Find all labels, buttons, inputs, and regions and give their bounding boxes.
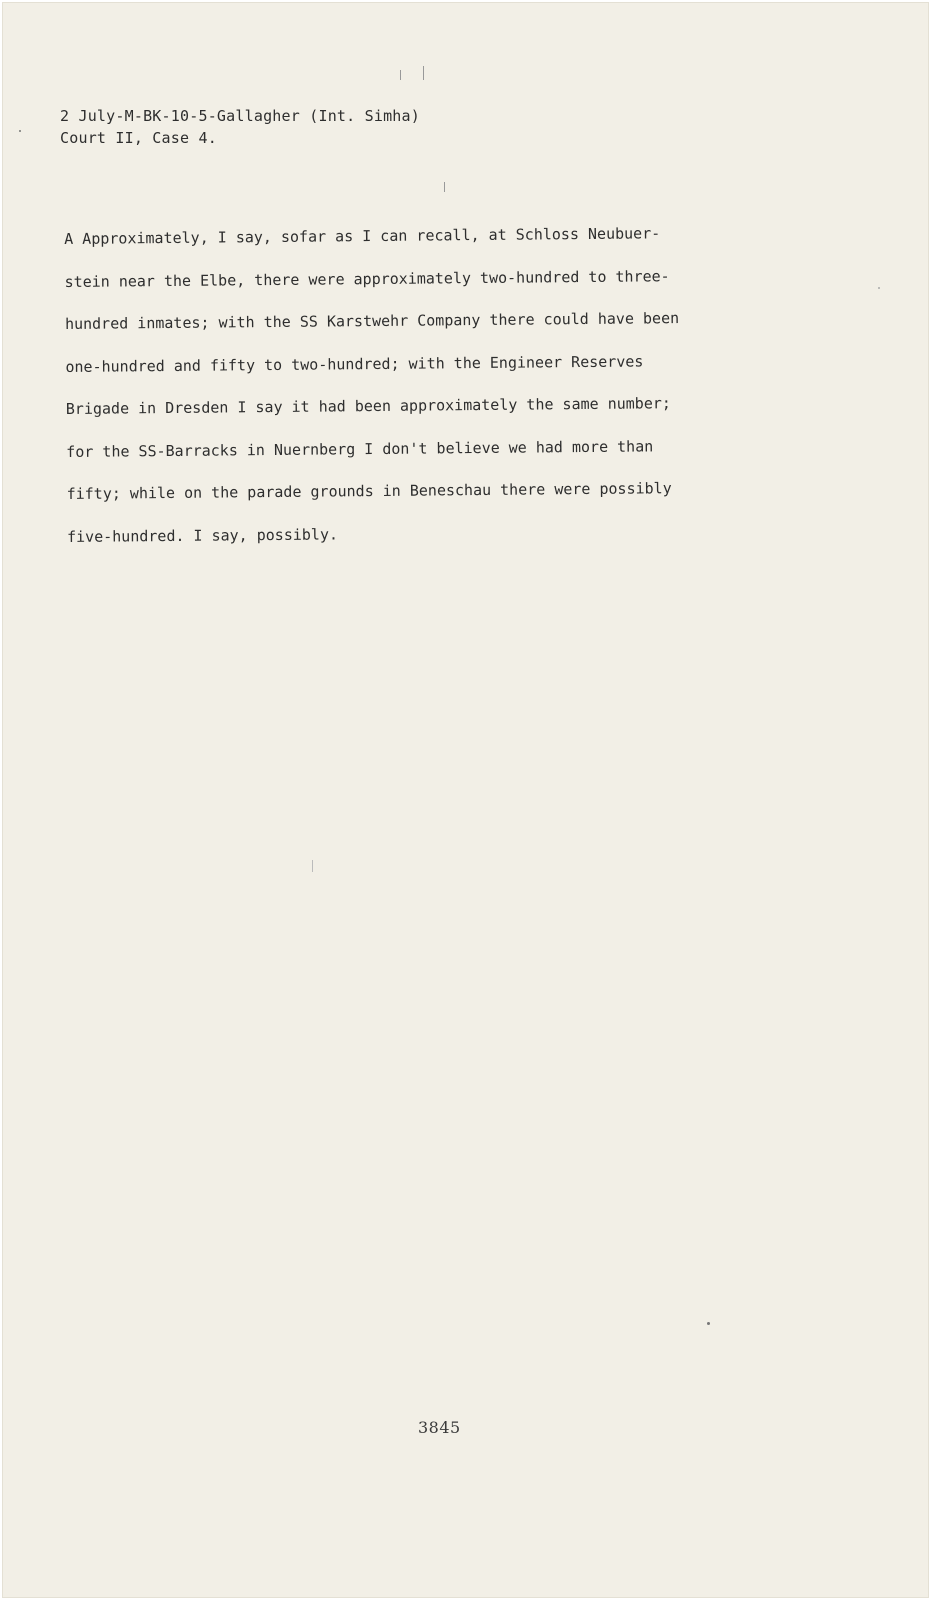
testimony-line: stein near the Elbe, there were approximately two-hundred to three- xyxy=(64,266,670,291)
paper-mark xyxy=(423,66,424,80)
paper-speck xyxy=(19,130,21,132)
testimony-line: Brigade in Dresden I say it had been approximately the same number; xyxy=(65,394,671,418)
testimony-line: one-hundred and fifty to two-hundred; with the Engineer Reserves xyxy=(65,351,644,376)
paper-mark xyxy=(400,70,401,80)
testimony-line: five-hundred. I say, possibly. xyxy=(66,524,339,546)
testimony-line: for the SS-Barracks in Nuernberg I don't believe we had more than xyxy=(66,436,654,461)
testimony-line: fifty; while on the parade grounds in Beneschau there were possibly xyxy=(66,479,672,503)
testimony-answer xyxy=(64,211,787,558)
paper-speck xyxy=(878,287,880,289)
paper-mark xyxy=(444,182,445,192)
paper-mark xyxy=(312,860,313,872)
page-number: 3845 xyxy=(418,1418,461,1437)
header-court-line: Court II, Case 4. xyxy=(60,129,217,147)
document-header xyxy=(60,105,420,149)
testimony-line: A Approximately, I say, sofar as I can recall, at Schloss Neubuer- xyxy=(64,224,661,248)
header-session-line: 2 July-M-BK-10-5-Gallagher (Int. Simha) xyxy=(60,107,420,125)
testimony-line: hundred inmates; with the SS Karstwehr Company there could have been xyxy=(64,309,680,333)
paper-speck xyxy=(707,1322,710,1325)
document-page xyxy=(2,2,929,1598)
